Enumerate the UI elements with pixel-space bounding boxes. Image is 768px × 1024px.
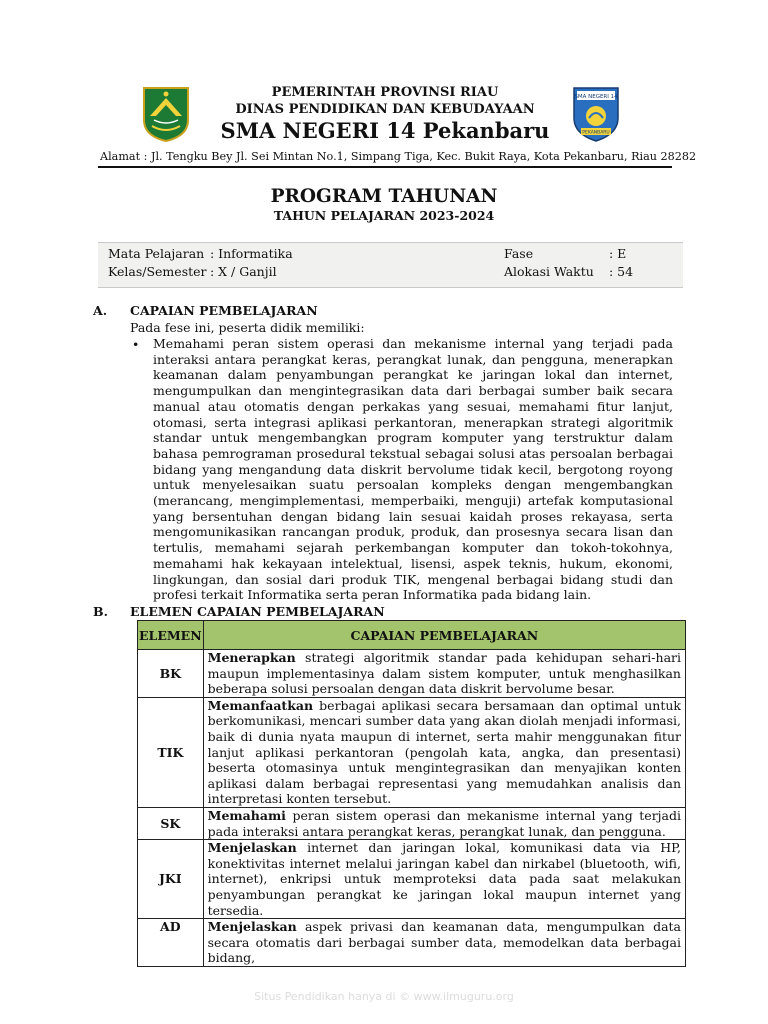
class-label: Kelas/Semester [108,264,207,279]
column-header-outcome: CAPAIAN PEMBELAJARAN [203,621,685,650]
element-verb: Menjelaskan [207,919,297,935]
phase-label: Fase [504,246,534,261]
element-code: JKI [138,840,204,919]
element-text: berbagai aplikasi secara bersamaan dan optimal untuk berkomunikasi, mencari sumber data yang akan diolah menjadi informasi, baik di dunia nyata maupun di internet, serta mahir menggunakan fitur lanjut aplikasi perkantoran (pengolah kata, angka, dan presentasi) beserta otomasinya untuk mengintegrasikan dan menyajikan konten aplikasi dalam berbagai representasi yang memudahkan analisis dan interpretasi konten tersebut. [207,697,681,807]
column-header-element: ELEMEN [138,621,204,650]
table-row [138,919,686,967]
learning-outcome-paragraph: Memahami peran sistem operasi dan mekanisme internal yang terjadi pada interaksi antara perangkat keras, perangkat lunak, dan pengguna, menerapkan keamanan dalam penyambungan perangkat ke jaringan lokal dan internet, mengumpulkan dan mengintegrasikan data dari berbagai sumber baik secara manual atau otomatis dengan perkakas yang sesuai, memahami fitur lanjut, otomasi, serta integrasi aplikasi perkantoran, menerapkan strategi algoritmik standar untuk mengembangkan program komputer yang terstruktur dalam bahasa pemrograman prosedural tekstual sebagai solusi atas persoalan berbagai bidang yang mengandung data diskrit bervolume tidak kecil, bergotong royong untuk menyelesaikan suatu persoalan kompleks dengan mengembangkan (merancang, mengimplementasi, memperbaiki, menguji) artefak komputasional yang bersentuhan dengan bidang lain sesuai kaidah proses rekayasa, serta mengomunikasikan rancangan produk, produk, dan prosesnya secara lisan dan tertulis, memahami sejarah perkembangan komputer dan tokoh-tokohnya, memahami hak kekayaan intelektual, lisensi, aspek teknis, hukum, ekonomi, lingkungan, dan sosial dari produk TIK, mengenal berbagai bidang studi dan profesi terkait Informatika serta peran Informatika pada bidang lain. [153,336,673,603]
element-code: TIK [138,697,204,807]
subject-label: Mata Pelajaran [108,246,205,261]
element-code: SK [138,807,204,839]
elements-table [137,620,686,967]
letterhead [100,84,697,168]
table-header-row [138,621,686,650]
class-value: : X / Ganjil [210,264,277,279]
element-text: aspek privasi dan keamanan data, mengumpulkan data secara otomatis dari berbagai sumber data, memodelkan data berbagai bidang, [207,919,681,966]
section-a-number: A. [93,303,108,318]
department-name: DINAS PENDIDIKAN DAN KEBUDAYAAN [235,102,535,117]
element-text: strategi algoritmik standar pada kehidupan sehari-hari maupun implementasinya dalam sistem komputer, untuk menghasilkan beberapa solusi persoalan dengan data diskrit bervolume besar. [207,650,681,697]
info-row-1 [98,245,683,263]
section-b-number: B. [93,604,108,619]
element-verb: Memahami [207,807,286,823]
element-description [203,807,685,839]
element-verb: Menerapkan [207,650,296,665]
time-allocation-label: Alokasi Waktu [504,264,594,279]
government-name: PEMERINTAH PROVINSI RIAU [271,85,499,100]
phase-value: : E [609,246,627,261]
section-b-title: ELEMEN CAPAIAN PEMBELAJARAN [130,604,385,619]
info-row-2 [98,263,683,281]
subject-value: : Informatika [210,246,293,261]
school-name: SMA NEGERI 14 Pekanbaru [220,118,550,143]
school-emblem-icon [571,86,621,142]
element-description [203,840,685,919]
element-description [203,697,685,807]
section-a-title: CAPAIAN PEMBELAJARAN [130,303,318,318]
section-a-intro: Pada fese ini, peserta didik memiliki: [130,320,365,335]
school-emblem-title: SMA NEGERI 14 [574,94,618,100]
school-emblem-ribbon: PEKANBARU [582,130,610,136]
document-title: PROGRAM TAHUNAN [270,186,498,207]
course-info-box [98,242,683,288]
time-allocation-value: : 54 [609,264,634,279]
table-row [138,650,686,698]
table-row [138,840,686,919]
element-description [203,650,685,698]
bullet-icon: • [132,337,140,352]
document-subtitle: TAHUN PELAJARAN 2023-2024 [273,208,495,223]
table-row [138,807,686,839]
element-code: BK [138,650,204,698]
element-description [203,919,685,967]
element-verb: Memanfaatkan [207,697,314,713]
table-row [138,697,686,807]
watermark-footer: Situs Pendidikan hanya di © www.ilmuguru.org [254,990,514,1003]
element-text: internet dan jaringan lokal, komunikasi data via HP, konektivitas internet melalui jaringan kabel dan nirkabel (bluetooth, wifi, internet), enkripsi untuk memproteksi data pada saat melakukan penyambungan perangkat ke jaringan lokal maupun internet yang tersedia. [207,840,681,918]
element-code: AD [138,919,204,967]
letterhead-divider [98,166,672,168]
element-text: peran sistem operasi dan mekanisme internal yang terjadi pada interaksi antara perangkat keras, perangkat lunak, dan pengguna. [207,807,681,839]
element-verb: Menjelaskan [207,840,297,856]
school-address: Alamat : Jl. Tengku Bey Jl. Sei Mintan No.1, Simpang Tiga, Kec. Bukit Raya, Kota Pekanbaru, Riau 28282 [100,150,697,163]
